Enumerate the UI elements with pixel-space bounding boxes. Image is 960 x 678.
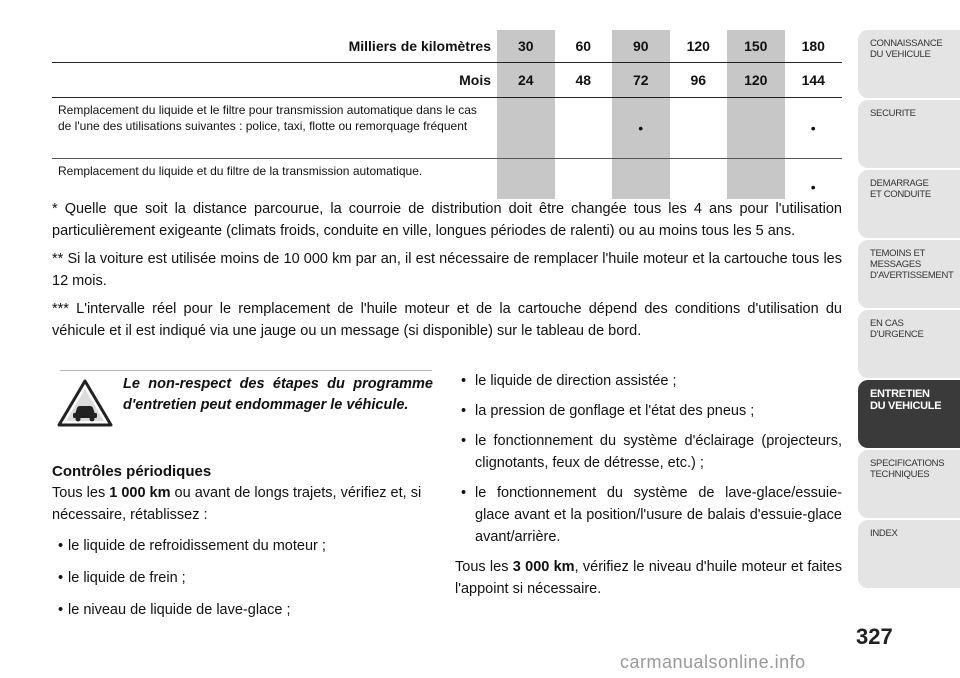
row-mark: • xyxy=(810,120,816,136)
row-mark xyxy=(555,98,613,158)
row-mark xyxy=(727,98,785,158)
car-warning-icon xyxy=(57,378,113,428)
list-item: • le liquide de refroidissement du moteur ; xyxy=(52,535,444,557)
maintenance-table xyxy=(52,30,842,199)
tab-label: TEMOINS ET MESSAGES D'AVERTISSEMENT xyxy=(870,248,954,281)
table-header-km xyxy=(52,30,842,63)
row-mark xyxy=(727,159,785,199)
row-mark xyxy=(670,98,728,158)
tab-label: CONNAISSANCE DU VEHICULE xyxy=(870,38,943,60)
row-mark xyxy=(612,159,670,199)
km-header-cell: 90 xyxy=(612,30,670,62)
tab-label: INDEX xyxy=(870,528,898,539)
chapter-tabs xyxy=(858,30,960,590)
warning-divider xyxy=(60,370,432,371)
tab-entretien-du-vehicule[interactable] xyxy=(858,380,960,448)
intro-distance: 1 000 km xyxy=(109,485,171,501)
footnote: *** L'intervalle réel pour le remplacement de l'huile moteur et de la cartouche dépend des conditions d'utilisation du véhicule et il est indiqué via une jauge ou un message (si disponible) sur le tableau de bord. xyxy=(52,301,842,339)
watermark: carmanualsonline.info xyxy=(620,652,806,672)
outro-paragraph xyxy=(455,556,842,600)
row-mark xyxy=(497,159,555,199)
list-item: • le liquide de frein ; xyxy=(52,567,444,589)
row-mark xyxy=(497,98,555,158)
page-number: 327 xyxy=(856,624,893,649)
intro-paragraph xyxy=(52,482,444,526)
tab-demarrage-et-conduite[interactable] xyxy=(858,170,960,238)
list-item: • le fonctionnement du système de lave-glace/essuie-glace avant et la position/l'usure de balais d'essuie-glace avant/arrière. xyxy=(455,482,842,548)
table-header-months xyxy=(52,63,842,98)
km-header-cell: 150 xyxy=(727,30,785,62)
tab-label: DEMARRAGE ET CONDUITE xyxy=(870,178,931,200)
intro-prefix: Tous les xyxy=(52,485,110,501)
months-header-cell: 144 xyxy=(801,72,825,88)
km-header-cell: 180 xyxy=(801,38,825,54)
outro-prefix: Tous les xyxy=(455,559,513,575)
periodic-checks-section xyxy=(52,462,444,631)
months-header-cell: 24 xyxy=(497,63,555,97)
km-header-cell: 60 xyxy=(575,38,592,54)
tab-temoins-et-messages[interactable] xyxy=(858,240,960,308)
row-label: Remplacement du liquide et le filtre pour transmission automatique dans le cas de l'une des utilisations suivantes : police, taxi, flotte ou remorquage fréquent xyxy=(58,103,477,133)
tab-label: SPECIFICATIONS TECHNIQUES xyxy=(870,458,945,480)
row-mark xyxy=(555,159,613,199)
row-mark: • xyxy=(612,98,670,158)
check-list xyxy=(455,370,842,548)
section-heading: Contrôles périodiques xyxy=(52,463,212,480)
outro-distance: 3 000 km xyxy=(512,559,575,575)
list-item: • la pression de gonflage et l'état des pneus ; xyxy=(455,400,842,422)
km-header-label: Milliers de kilomètres xyxy=(348,38,491,54)
periodic-checks-continued xyxy=(455,370,842,600)
warning-text: Le non-respect des étapes du programme d'entretien peut endommager le véhicule. xyxy=(123,376,433,413)
list-item: • le fonctionnement du système d'éclairage (projecteurs, clignotants, feux de détresse, etc.) ; xyxy=(455,430,842,474)
months-header-cell: 96 xyxy=(690,72,707,88)
tab-en-cas-d-urgence[interactable] xyxy=(858,310,960,378)
months-header-cell: 48 xyxy=(575,72,592,88)
tab-label: ENTRETIEN DU VEHICULE xyxy=(870,388,942,412)
tab-index[interactable] xyxy=(858,520,960,588)
check-list xyxy=(52,535,444,621)
tab-securite[interactable] xyxy=(858,100,960,168)
list-item: • le niveau de liquide de lave-glace ; xyxy=(52,599,444,621)
months-header-label: Mois xyxy=(459,72,491,88)
tab-connaissance-du-vehicule[interactable] xyxy=(858,30,960,98)
intro-suffix: ou avant de longs trajets, vérifiez et, si nécessaire, rétablissez : xyxy=(52,485,422,523)
footnotes xyxy=(52,198,842,348)
tab-specifications-techniques[interactable] xyxy=(858,450,960,518)
months-header-cell: 120 xyxy=(727,63,785,97)
table-row xyxy=(52,98,842,159)
tab-label: EN CAS D'URGENCE xyxy=(870,318,924,340)
outro-suffix: , vérifiez le niveau d'huile moteur et faites l'appoint si nécessaire. xyxy=(455,559,842,597)
months-header-cell: 72 xyxy=(612,63,670,97)
km-header-cell: 120 xyxy=(686,38,710,54)
row-mark: • xyxy=(810,179,816,195)
tab-label: SECURITE xyxy=(870,108,916,119)
table-row xyxy=(52,159,842,199)
list-item: • le liquide de direction assistée ; xyxy=(455,370,842,392)
row-label: Remplacement du liquide et du filtre de la transmission automatique. xyxy=(58,164,423,178)
km-header-cell: 30 xyxy=(497,30,555,62)
footnote: ** Si la voiture est utilisée moins de 10 000 km par an, il est nécessaire de remplacer l'huile moteur et la cartouche tous les 12 mois. xyxy=(52,251,842,289)
row-mark xyxy=(670,159,728,199)
footnote: * Quelle que soit la distance parcourue, la courroie de distribution doit être changée tous les 4 ans pour l'utilisation particulièrement exigeante (climats froids, conduite en ville, longues périodes de ralenti) ou au moins tous les 5 ans. xyxy=(52,201,842,239)
